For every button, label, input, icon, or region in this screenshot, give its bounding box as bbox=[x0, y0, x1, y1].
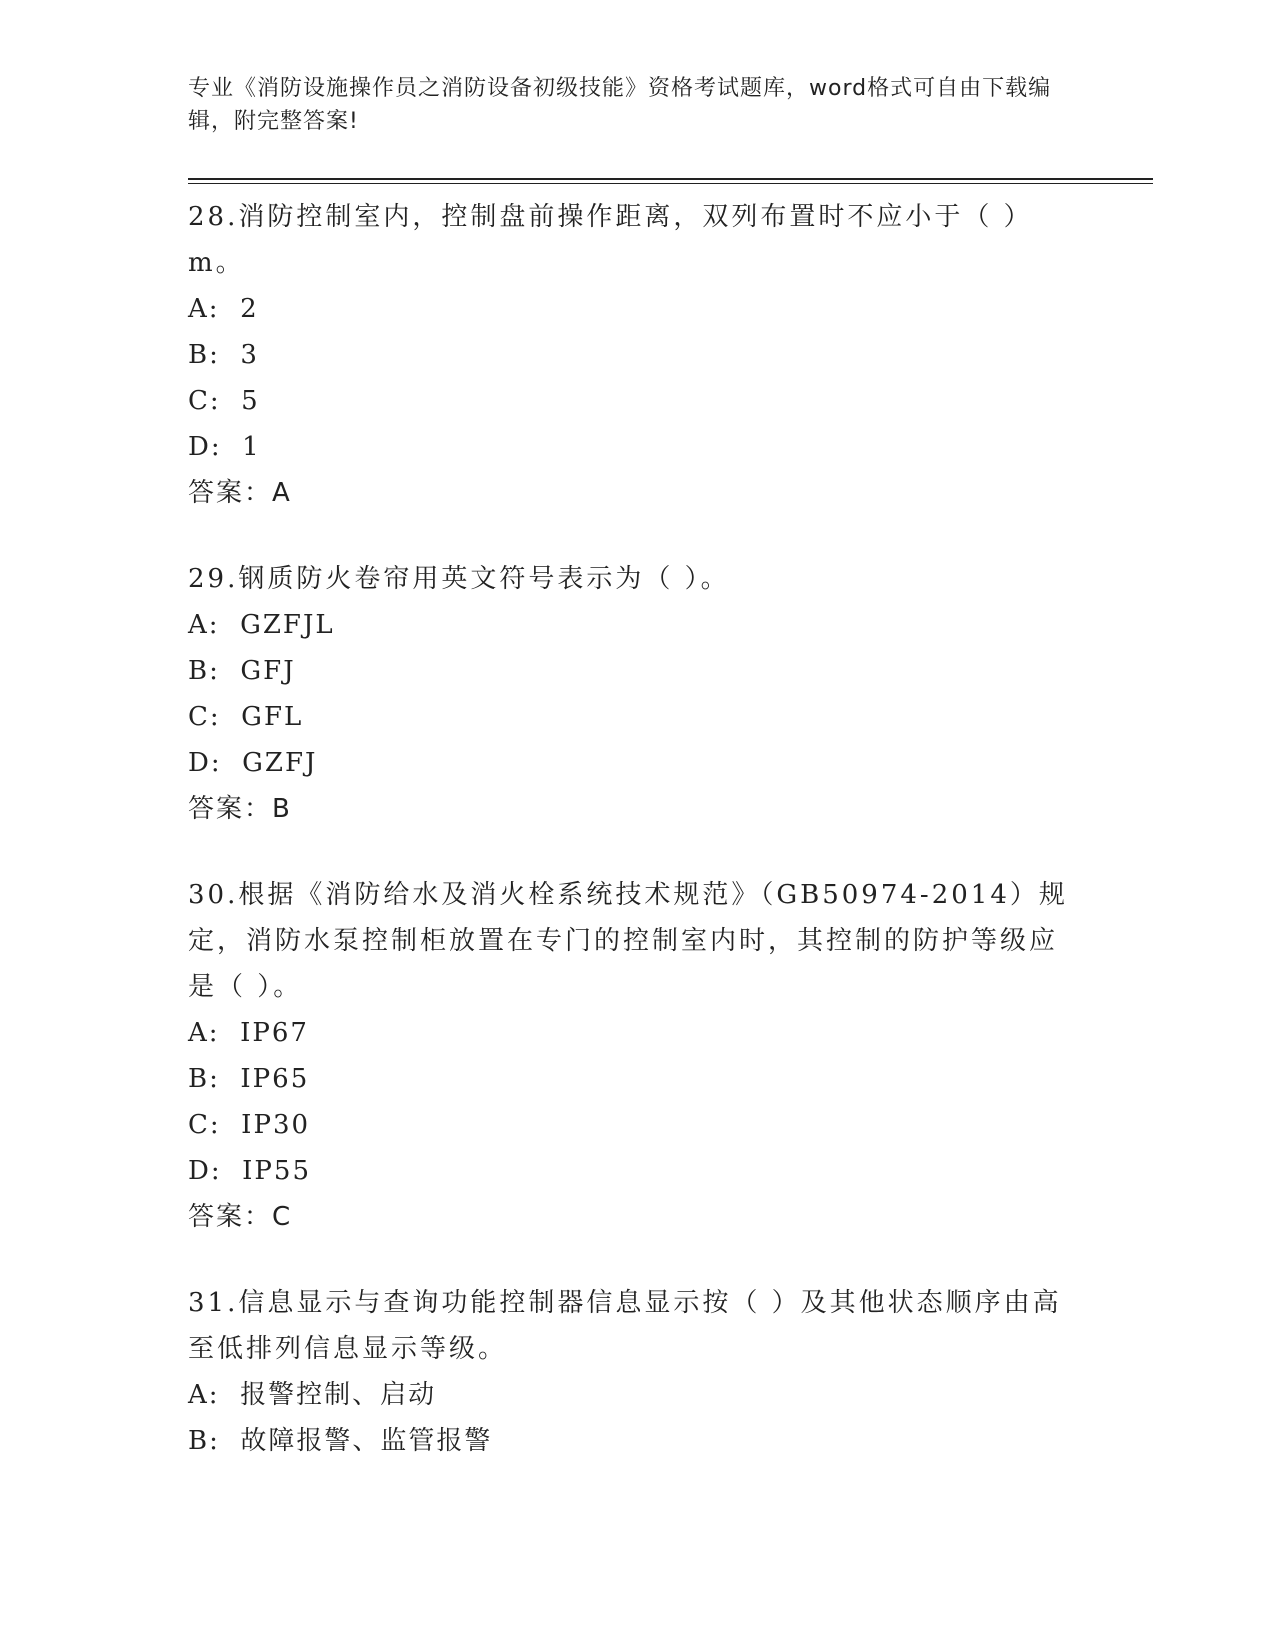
option-c: C: 5 bbox=[188, 386, 260, 416]
question-stem: 31.信息显示与查询功能控制器信息显示按（ ）及其他状态顺序由高至低排列信息显示等级。 bbox=[188, 1288, 1062, 1364]
option-b: B: GFJ bbox=[188, 656, 296, 686]
question-28 bbox=[188, 194, 1153, 516]
option-a: A: GZFJL bbox=[188, 610, 335, 640]
option-d: D: IP55 bbox=[188, 1156, 311, 1186]
header-divider bbox=[188, 178, 1153, 184]
question-stem: 28.消防控制室内，控制盘前操作距离，双列布置时不应小于（ ）m。 bbox=[188, 202, 1033, 278]
option-b: B: 3 bbox=[188, 340, 259, 370]
option-a: A: IP67 bbox=[188, 1018, 309, 1048]
question-stem: 30.根据《消防给水及消火栓系统技术规范》（GB50974-2014）规定，消防水泵控制柜放置在专门的控制室内时，其控制的防护等级应是（ ）。 bbox=[188, 880, 1068, 1002]
question-29 bbox=[188, 556, 1153, 832]
document-header: 专业《消防设施操作员之消防设备初级技能》资格考试题库，word格式可自由下载编辑，附完整答案! bbox=[188, 76, 1052, 134]
answer-line: 答案：C bbox=[188, 1202, 293, 1232]
question-30 bbox=[188, 872, 1153, 1240]
option-a: A: 2 bbox=[188, 294, 259, 324]
question-stem: 29.钢质防火卷帘用英文符号表示为（ ）。 bbox=[188, 564, 730, 594]
option-d: D: 1 bbox=[188, 432, 261, 462]
option-d: D: GZFJ bbox=[188, 748, 318, 778]
answer-line: 答案：B bbox=[188, 794, 292, 824]
option-b: B: IP65 bbox=[188, 1064, 310, 1094]
divider-thick-line bbox=[188, 178, 1153, 180]
option-c: C: GFL bbox=[188, 702, 304, 732]
option-b: B: 故障报警、监管报警 bbox=[188, 1426, 493, 1456]
document-page bbox=[188, 72, 1153, 1504]
divider-thin-line bbox=[188, 183, 1153, 184]
question-31 bbox=[188, 1280, 1153, 1464]
answer-line: 答案：A bbox=[188, 478, 292, 508]
option-a: A: 报警控制、启动 bbox=[188, 1380, 437, 1410]
option-c: C: IP30 bbox=[188, 1110, 311, 1140]
